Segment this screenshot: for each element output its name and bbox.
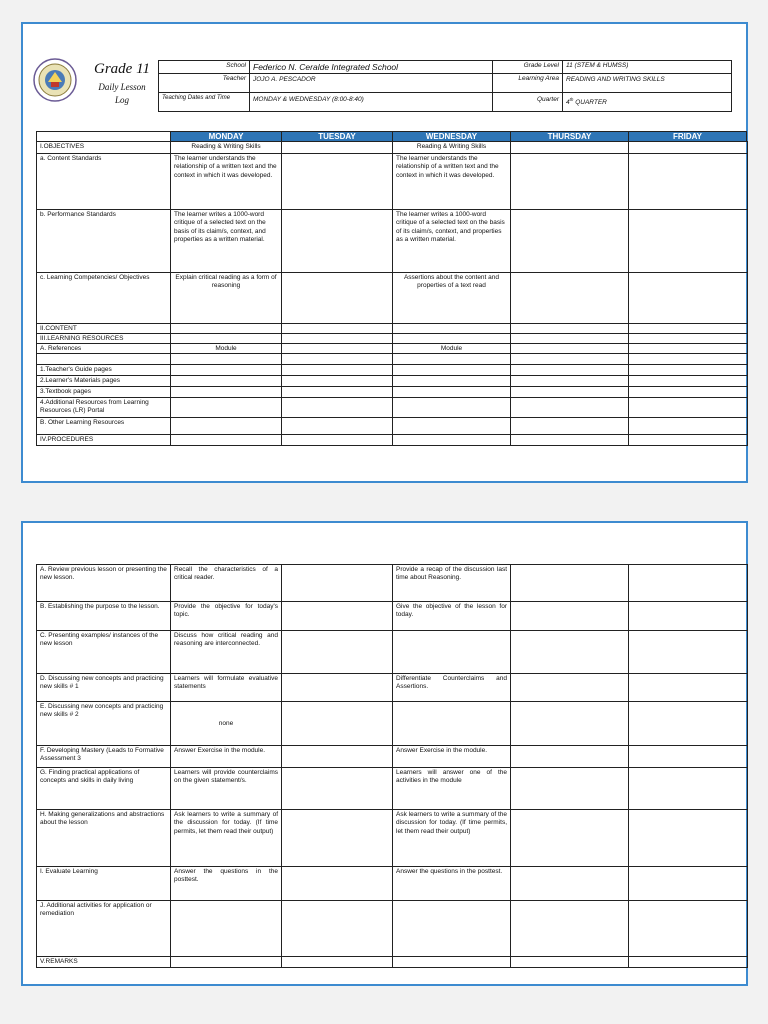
cell-monday: Module <box>170 343 282 354</box>
cell-thursday <box>510 397 629 418</box>
row-label: F. Developing Mastery (Leads to Formative Assessment 3 <box>36 745 171 768</box>
quarter-suffix: QUARTER <box>573 99 607 107</box>
row-label: 4.Additional Resources from Learning Resources (LR) Portal <box>36 397 171 418</box>
row-label: c. Learning Competencies/ Objectives <box>36 272 171 324</box>
cell-tuesday <box>281 673 393 702</box>
cell-monday: The learner understands the relationship of a written text and the context in which it was developed. <box>170 153 282 210</box>
cell-wednesday <box>392 434 511 446</box>
cell-tuesday <box>281 601 393 631</box>
teacher-value: JOJO A. PESCADOR <box>249 73 493 93</box>
cell-tuesday <box>281 701 393 746</box>
cell-wednesday: Differentiate Counterclaims and Assertions. <box>392 673 511 702</box>
cell-friday <box>628 866 748 901</box>
cell-tuesday <box>281 272 393 324</box>
cell-thursday <box>510 767 629 810</box>
school-seal-logo <box>33 58 77 102</box>
cell-friday <box>628 272 748 324</box>
cell-wednesday <box>392 701 511 746</box>
cell-monday: The learner writes a 1000-word critique of a selected text on the basis of its claim/s, context, and properties as a written material. <box>170 209 282 273</box>
cell-monday: Discuss how critical reading and reasoning are interconnected. <box>170 630 282 674</box>
cell-thursday <box>510 673 629 702</box>
day-header-tuesday: TUESDAY <box>281 131 393 142</box>
grade-title: Grade 11 <box>94 61 150 77</box>
cell-thursday <box>510 601 629 631</box>
cell-wednesday <box>392 630 511 674</box>
row-label: V.REMARKS <box>36 956 171 968</box>
cell-friday <box>628 630 748 674</box>
dates-label: Teaching Dates and Time <box>158 92 250 112</box>
cell-tuesday <box>281 153 393 210</box>
cell-monday: Reading & Writing Skills <box>170 141 282 154</box>
cell-wednesday: Reading & Writing Skills <box>392 141 511 154</box>
cell-thursday <box>510 900 629 957</box>
cell-monday <box>170 417 282 435</box>
row-label: E. Discussing new concepts and practicing new skills # 2 <box>36 701 171 746</box>
cell-friday <box>628 434 748 446</box>
row-label: I. Evaluate Learning <box>36 866 171 901</box>
cell-monday: Learners will formulate evaluative statements <box>170 673 282 702</box>
cell-tuesday <box>281 809 393 867</box>
row-label: B. Other Learning Resources <box>36 417 171 435</box>
cell-friday <box>628 809 748 867</box>
cell-thursday <box>510 209 629 273</box>
cell-friday <box>628 417 748 435</box>
row-label: B. Establishing the purpose to the lesson. <box>36 601 171 631</box>
cell-wednesday: Assertions about the content and properties of a text read <box>392 272 511 324</box>
cell-thursday <box>510 564 629 602</box>
learning-area-value: READING AND WRITING SKILLS <box>562 73 732 93</box>
cell-thursday <box>510 956 629 968</box>
row-label: G. Finding practical applications of concepts and skills in daily living <box>36 767 171 810</box>
cell-friday <box>628 397 748 418</box>
cell-monday: Explain critical reading as a form of reasoning <box>170 272 282 324</box>
cell-thursday <box>510 417 629 435</box>
cell-monday: none <box>170 701 282 746</box>
row-label: b. Performance Standards <box>36 209 171 273</box>
row-label: A. Review previous lesson or presenting the new lesson. <box>36 564 171 602</box>
cell-friday <box>628 701 748 746</box>
cell-friday <box>628 564 748 602</box>
dll-title-line2: Log <box>114 95 129 105</box>
cell-monday: Ask learners to write a summary of the discussion for today. (If time permits, let them read their output) <box>170 809 282 867</box>
cell-tuesday <box>281 956 393 968</box>
row-label: IV.PROCEDURES <box>36 434 171 446</box>
cell-friday <box>628 767 748 810</box>
cell-friday <box>628 153 748 210</box>
cell-monday: Answer the questions in the posttest. <box>170 866 282 901</box>
cell-thursday <box>510 701 629 746</box>
school-value: Federico N. Ceralde Integrated School <box>249 60 493 74</box>
cell-wednesday: Learners will answer one of the activities in the module <box>392 767 511 810</box>
teacher-label: Teacher <box>158 73 250 93</box>
cell-thursday <box>510 809 629 867</box>
cell-wednesday <box>392 397 511 418</box>
cell-thursday <box>510 745 629 768</box>
cell-monday <box>170 956 282 968</box>
quarter-label: Quarter <box>492 92 563 112</box>
quarter-value <box>562 92 732 112</box>
row-label: A. References <box>36 343 171 354</box>
cell-wednesday: The learner writes a 1000-word critique of a selected text on the basis of its claim/s, context, and properties as a written material. <box>392 209 511 273</box>
row-label: 2.Learner's Materials pages <box>36 375 171 387</box>
cell-monday: Answer Exercise in the module. <box>170 745 282 768</box>
cell-friday <box>628 601 748 631</box>
grade-level-label: Grade Level <box>492 60 563 74</box>
cell-thursday <box>510 272 629 324</box>
cell-tuesday <box>281 745 393 768</box>
cell-monday <box>170 397 282 418</box>
row-label: III.LEARNING RESOURCES <box>36 333 171 344</box>
cell-friday <box>628 956 748 968</box>
cell-monday: Learners will provide counterclaims on the given statement/s. <box>170 767 282 810</box>
cell-tuesday <box>281 866 393 901</box>
school-label: School <box>158 60 250 74</box>
day-header-wednesday: WEDNESDAY <box>392 131 511 142</box>
cell-thursday <box>510 630 629 674</box>
quarter-ordinal: th <box>569 97 574 102</box>
cell-monday: Recall the characteristics of a critical reader. <box>170 564 282 602</box>
cell-wednesday: Ask learners to write a summary of the discussion for today. (If time permits, let them read their output) <box>392 809 511 867</box>
cell-tuesday <box>281 397 393 418</box>
row-label: J. Additional activities for application or remediation <box>36 900 171 957</box>
cell-friday <box>628 673 748 702</box>
cell-wednesday: Module <box>392 343 511 354</box>
cell-wednesday: Provide a recap of the discussion last time about Reasoning. <box>392 564 511 602</box>
cell-tuesday <box>281 564 393 602</box>
cell-tuesday <box>281 434 393 446</box>
cell-friday <box>628 209 748 273</box>
cell-monday <box>170 900 282 957</box>
dates-value: MONDAY & WEDNESDAY (8:00-8:40) <box>249 92 493 112</box>
cell-friday <box>628 745 748 768</box>
row-label: I.OBJECTIVES <box>36 141 171 154</box>
cell-tuesday <box>281 630 393 674</box>
cell-monday: Provide the objective for today's topic. <box>170 601 282 631</box>
day-header-friday: FRIDAY <box>628 131 747 142</box>
cell-wednesday: The learner understands the relationship of a written text and the context in which it was developed. <box>392 153 511 210</box>
cell-thursday <box>510 153 629 210</box>
cell-wednesday: Answer Exercise in the module. <box>392 745 511 768</box>
row-label: H. Making generalizations and abstractions about the lesson <box>36 809 171 867</box>
row-label: D. Discussing new concepts and practicing new skills # 1 <box>36 673 171 702</box>
learning-area-label: Learning Area <box>492 73 563 93</box>
grade-level-value: 11 (STEM & HUMSS) <box>562 60 732 74</box>
cell-wednesday <box>392 417 511 435</box>
cell-tuesday <box>281 900 393 957</box>
quarter-number: 4 <box>566 99 570 107</box>
row-label: 3.Textbook pages <box>36 386 171 398</box>
cell-wednesday <box>392 956 511 968</box>
cell-wednesday: Answer the questions in the posttest. <box>392 866 511 901</box>
day-header-monday: MONDAY <box>170 131 282 142</box>
row-label: a. Content Standards <box>36 153 171 210</box>
page-two <box>21 521 748 986</box>
row-label: II.CONTENT <box>36 323 171 334</box>
cell-monday <box>170 434 282 446</box>
cell-thursday <box>510 866 629 901</box>
day-header-thursday: THURSDAY <box>510 131 629 142</box>
dll-title-line1: Daily Lesson <box>98 82 146 92</box>
row-label: 1.Teacher's Guide pages <box>36 364 171 376</box>
cell-tuesday <box>281 209 393 273</box>
cell-friday <box>628 900 748 957</box>
cell-wednesday: Give the objective of the lesson for today. <box>392 601 511 631</box>
cell-wednesday <box>392 900 511 957</box>
row-label: C. Presenting examples/ instances of the new lesson <box>36 630 171 674</box>
cell-thursday <box>510 434 629 446</box>
cell-tuesday <box>281 417 393 435</box>
page-one <box>21 22 748 483</box>
cell-tuesday <box>281 767 393 810</box>
